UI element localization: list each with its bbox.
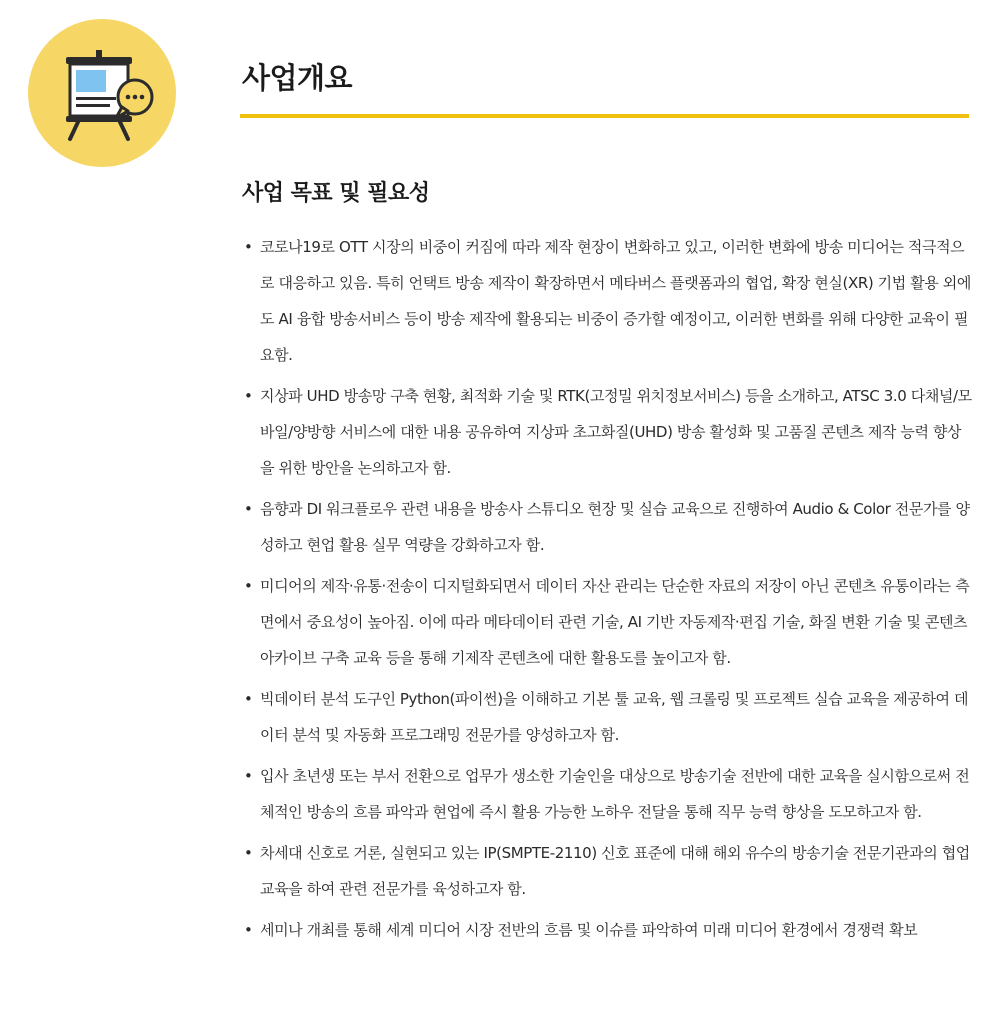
list-item-text: 차세대 신호로 거론, 실현되고 있는 IP(SMPTE-2110) 신호 표준에 대해 해외 유수의 방송기술 전문기관과의 협업 교육을 하여 관련 전문가를 육성하고자 함. [260,844,970,898]
bullet-icon: • [244,387,253,405]
bullet-icon: • [244,921,253,939]
list-item-text: 지상파 UHD 방송망 구축 현황, 최적화 기술 및 RTK(고정밀 위치정보서비스) 등을 소개하고, ATSC 3.0 다채널/모바일/양방향 서비스에 대한 내용 공유하여 지상파 초고화질(UHD) 방송 활성화 및 고품질 콘텐츠 제작 능력 향상을 위한 방안을 논의하고자 함. [260,387,972,477]
bullet-icon: • [244,690,253,708]
bullet-icon: • [244,844,253,862]
section-heading: 사업 목표 및 필요성 [242,181,430,206]
list-item-text: 빅데이터 분석 도구인 Python(파이썬)을 이해하고 기본 툴 교육, 웹 크롤링 및 프로젝트 실습 교육을 제공하여 데이터 분석 및 자동화 프로그래밍 전문가를 양성하고자 함. [260,690,969,744]
list-item-text: 세미나 개최를 통해 세계 미디어 시장 전반의 흐름 및 이슈를 파악하여 미래 미디어 환경에서 경쟁력 확보 [260,921,918,939]
bullet-icon: • [244,767,253,785]
list-item-text: 음향과 DI 워크플로우 관련 내용을 방송사 스튜디오 현장 및 실습 교육으로 진행하여 Audio & Color 전문가를 양성하고 현업 활용 실무 역량을 강화하고자 함. [260,500,970,554]
list-item [240,912,975,948]
title-divider [240,114,969,118]
presentation-emblem [28,19,176,167]
list-item [240,378,975,486]
bullet-icon: • [244,577,253,595]
list-item [240,681,975,753]
presentation-board-icon [28,19,176,167]
list-item [240,491,975,563]
page-title: 사업개요 [242,61,353,95]
bullet-icon: • [244,500,253,518]
bullet-icon: • [244,238,253,256]
objectives-list [240,229,975,953]
list-item [240,229,975,373]
list-item-text: 미디어의 제작·유통·전송이 디지털화되면서 데이터 자산 관리는 단순한 자료의 저장이 아닌 콘텐츠 유통이라는 측면에서 중요성이 높아짐. 이에 따라 메타데이터 관련 기술, AI 기반 자동제작·편집 기술, 화질 변환 기술 및 콘텐츠 아카이브 구축 교육 등을 통해 기제작 콘텐츠에 대한 활용도를 높이고자 함. [260,577,970,667]
list-item-text: 입사 초년생 또는 부서 전환으로 업무가 생소한 기술인을 대상으로 방송기술 전반에 대한 교육을 실시함으로써 전체적인 방송의 흐름 파악과 현업에 즉시 활용 가능한 노하우 전달을 통해 직무 능력 향상을 도모하고자 함. [260,767,970,821]
list-item-text: 코로나19로 OTT 시장의 비중이 커짐에 따라 제작 현장이 변화하고 있고, 이러한 변화에 방송 미디어는 적극적으로 대응하고 있음. 특히 언택트 방송 제작이 확장하면서 메타버스 플랫폼과의 협업, 확장 현실(XR) 기법 활용 외에도 AI 융합 방송서비스 등이 방송 제작에 활용되는 비중이 증가할 예정이고, 이러한 변화를 위해 다양한 교육이 필요함. [260,238,971,364]
list-item [240,835,975,907]
list-item [240,758,975,830]
list-item [240,568,975,676]
